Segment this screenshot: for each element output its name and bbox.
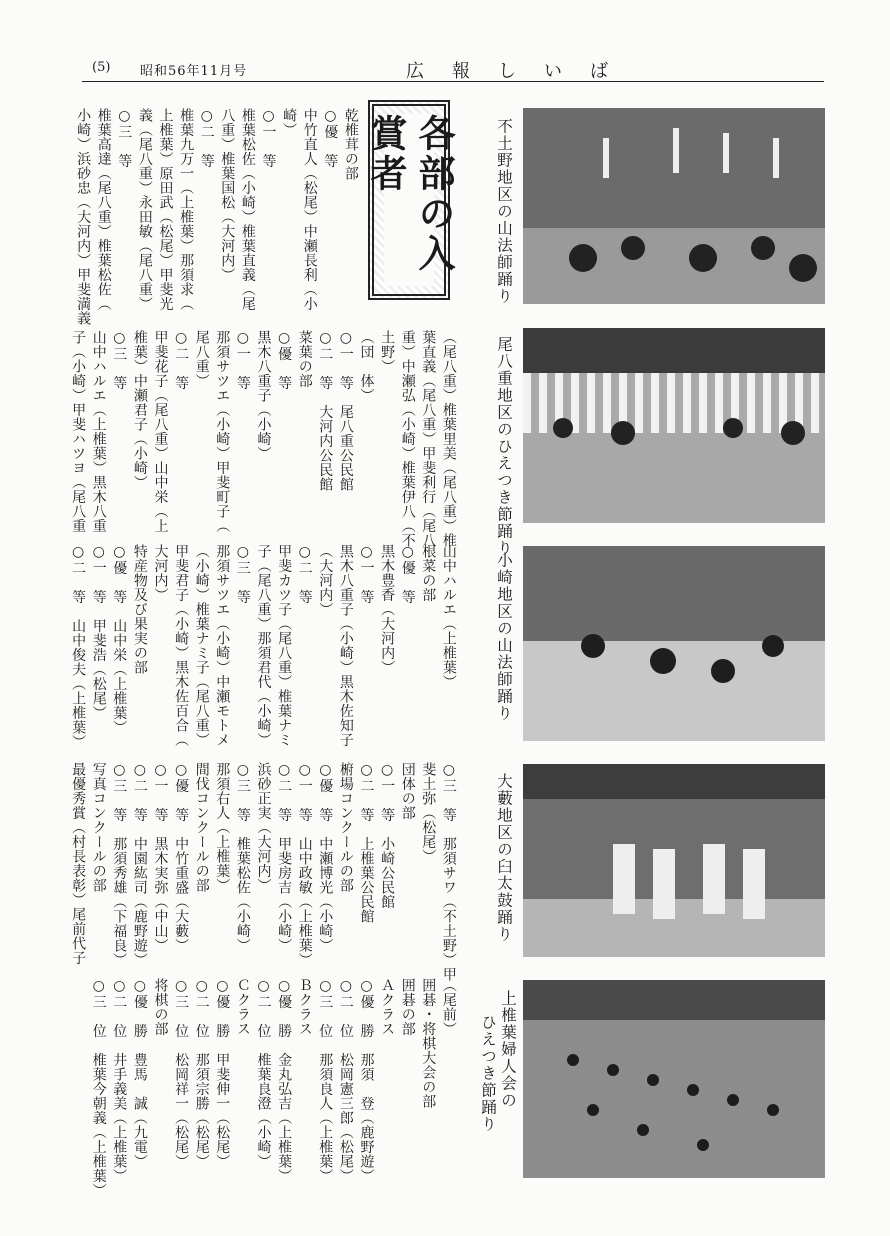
photo-2 — [523, 328, 825, 523]
text-column: 根菜の部 — [420, 544, 437, 602]
text-column: 甲斐君子（小崎）黒木佐百合（ — [173, 544, 190, 747]
text-column: ○三 位 椎葉今朝義（上椎葉） — [90, 978, 107, 1198]
caption-line: ひえつき節踊り — [479, 1014, 497, 1133]
text-column: Ｂクラス — [296, 978, 313, 1036]
text-column: 那須サツエ（小崎）甲斐町子（ — [214, 330, 231, 533]
text-column: ○一 等 山中政敏（上椎葉） — [296, 762, 313, 967]
text-column: ○優 等 中竹重盛（大藪） — [173, 762, 190, 953]
text-column: ○三 等 那須秀雄（下福良） — [111, 762, 128, 967]
photo-2-image — [523, 328, 825, 523]
photo-3-image — [523, 546, 825, 741]
text-column: Ｃクラス — [234, 978, 251, 1036]
page-header — [82, 60, 824, 82]
text-column: 囲碁の部 — [399, 978, 416, 1036]
photo-4-image — [523, 764, 825, 957]
text-column: ○優 勝 豊馬 誠（九電） — [131, 978, 148, 1169]
text-column: （小崎）椎葉ナミ子（尾八重） — [193, 544, 210, 747]
text-column: ○一 等 — [260, 108, 277, 168]
text-column: 将棋の部 — [152, 978, 169, 1036]
text-column: ○優 勝 金丸弘吉（上椎葉） — [276, 978, 293, 1183]
text-column: ○三 位 那須良人（上椎葉） — [317, 978, 334, 1183]
text-column: 写真コンクールの部 — [90, 762, 107, 893]
text-column: ○二 等 中園紘司（鹿野遊） — [131, 762, 148, 967]
text-column: Ａクラス — [379, 978, 396, 1036]
text-column: （尾前） — [440, 978, 457, 1036]
text-column: 特産物及び果実の部 — [131, 544, 148, 675]
text-column: ○三 等 那須サワ（不土野）甲 — [440, 762, 457, 982]
text-column: 椎葉松佐（小崎）椎葉直義（尾 — [239, 108, 256, 311]
caption-line: 上椎葉婦人会の — [499, 990, 517, 1109]
photo-5-image — [523, 980, 825, 1178]
text-column: （団 体） — [358, 330, 375, 403]
text-column: 椨場コンクールの部 — [337, 762, 354, 893]
header-rule — [82, 81, 824, 82]
page-number: (5) — [92, 60, 111, 75]
text-column: 椎葉高達（尾八重）椎葉松佐（ — [95, 108, 112, 311]
photo-3-caption — [494, 552, 514, 722]
text-column: 黒木八重子（小崎） — [255, 330, 272, 461]
text-column: ○三 等 — [234, 544, 251, 604]
text-column: ○三 位 松岡祥一（松尾） — [173, 978, 190, 1169]
text-column: ○三 等 — [111, 330, 128, 390]
photo-4-caption — [494, 773, 514, 943]
text-column: ○一 等 小崎公民館 — [379, 762, 396, 909]
text-column: ○一 等 甲斐浩（松尾） — [90, 544, 107, 720]
text-column: 子（尾八重）那須君代（小崎） — [255, 544, 272, 747]
text-column: ○二 等 — [296, 544, 313, 604]
text-column: 那須サツエ（小崎）中瀬モトメ — [214, 544, 231, 747]
photo-5 — [523, 980, 825, 1178]
text-column: 中竹直人（松尾）中瀬長利（小 — [301, 108, 318, 311]
text-column: ○一 等 — [234, 330, 251, 390]
text-column: （尾八重）椎葉里美（尾八重）椎 — [440, 330, 457, 548]
text-column: 葉直義（尾八重）甲斐利行（尾八 — [420, 330, 437, 548]
text-column: ○二 等 山中俊夫（上椎葉） — [70, 544, 87, 749]
text-column: ○一 等 — [358, 544, 375, 604]
text-column: 山中ハルエ（上椎葉）黒木八重 — [90, 330, 107, 533]
text-column: 小崎）浜砂忠（大河内）甲斐満義 — [75, 108, 92, 326]
text-column: ○一 等 黒木実弥（中山） — [152, 762, 169, 953]
text-column: 土野） — [379, 330, 396, 374]
text-column: ○三 等 椎葉松佐（小崎） — [234, 762, 251, 953]
text-column: ○優 勝 那須 登（鹿野遊） — [358, 978, 375, 1183]
text-column: ○二 等 — [198, 108, 215, 168]
text-column: 間伐コンクールの部 — [193, 762, 210, 893]
newsletter-title: 広報しいば — [406, 61, 636, 82]
text-column: 黒木豊香（大河内） — [379, 544, 396, 675]
caption-line: 大藪地区の臼太鼓踊り — [495, 773, 513, 943]
text-column: 椎葉九万一（上椎葉）那須求（ — [178, 108, 195, 311]
text-column: 菜葉の部 — [296, 330, 313, 388]
text-column: ○二 位 椎葉良澄（小崎） — [255, 978, 272, 1169]
text-column: 乾椎茸の部 — [342, 108, 359, 181]
text-column: ○二 位 松岡憲三郎（松尾） — [337, 978, 354, 1183]
text-column: 八重）椎葉国松（大河内） — [219, 108, 236, 282]
text-column: ○二 位 井手義美（上椎葉） — [111, 978, 128, 1183]
photo-5-caption — [478, 990, 518, 1133]
issue-date: 昭和56年11月号 — [140, 64, 248, 79]
text-column: ○優 等 — [276, 330, 293, 390]
article-title-box — [364, 100, 455, 300]
text-column: 尾八重） — [193, 330, 210, 388]
text-column: 子（小崎）甲斐ハツヨ（尾八重 — [70, 330, 87, 533]
text-column: ○二 等 大河内公民館 — [317, 330, 334, 492]
text-column: 義（尾八重）永田敏（尾八重） — [136, 108, 153, 311]
text-column: 団体の部 — [399, 762, 416, 820]
text-column: （大河内） — [317, 544, 334, 617]
text-column: 斐土弥（松尾） — [420, 762, 437, 864]
text-column: 山中ハルエ（上椎葉） — [440, 544, 457, 689]
text-column: ○二 等 甲斐房吉（小崎） — [276, 762, 293, 953]
text-column: ○二 等 — [173, 330, 190, 390]
text-column: ○優 等 — [399, 544, 416, 604]
text-column: ○優 等 山中栄（上椎葉） — [111, 544, 128, 735]
text-column: ○優 勝 甲斐伸一（松尾） — [214, 978, 231, 1169]
photo-1 — [523, 108, 825, 304]
caption-line: 尾八重地区のひえつき節踊り — [495, 336, 513, 557]
article-title: 各部の入賞者 — [364, 114, 455, 274]
caption-line: 不土野地区の山法師踊り — [495, 118, 513, 305]
text-column: 甲斐カツ子（尾八重）椎葉ナミ — [276, 544, 293, 747]
text-column: 上椎葉）原田武（松尾）甲斐光 — [157, 108, 174, 311]
caption-line: 小崎地区の山法師踊り — [495, 552, 513, 722]
text-column: ○二 等 上椎葉公民館 — [358, 762, 375, 924]
text-column: 甲斐花子（尾八重）山中栄（上 — [152, 330, 169, 533]
photo-4 — [523, 764, 825, 957]
text-column: 囲碁・将棋大会の部 — [420, 978, 437, 1109]
photo-1-image — [523, 108, 825, 304]
text-column: 那須右人（上椎葉） — [214, 762, 231, 893]
text-column: 崎） — [281, 108, 298, 137]
text-column: 重）中瀬弘（小崎）椎葉伊八（不 — [399, 330, 416, 548]
text-column: ○優 等 中瀬博光（小崎） — [317, 762, 334, 953]
text-column: ○一 等 尾八重公民館 — [337, 330, 354, 492]
text-column: ○二 位 那須宗勝（松尾） — [193, 978, 210, 1169]
photo-1-caption — [494, 118, 514, 305]
text-column: ○三 等 — [116, 108, 133, 168]
text-column: 大河内） — [152, 544, 169, 602]
text-column: 浜砂正実（大河内） — [255, 762, 272, 893]
text-column: 最優秀賞（村長表彰）尾前代子 — [70, 762, 87, 965]
text-column: 黒木八重子（小崎）黒木佐知子 — [337, 544, 354, 747]
photo-3 — [523, 546, 825, 741]
text-column: 椎葉）中瀬君子（小崎） — [131, 330, 148, 490]
photo-2-caption — [494, 336, 514, 557]
text-column: ○優 等 — [322, 108, 339, 168]
